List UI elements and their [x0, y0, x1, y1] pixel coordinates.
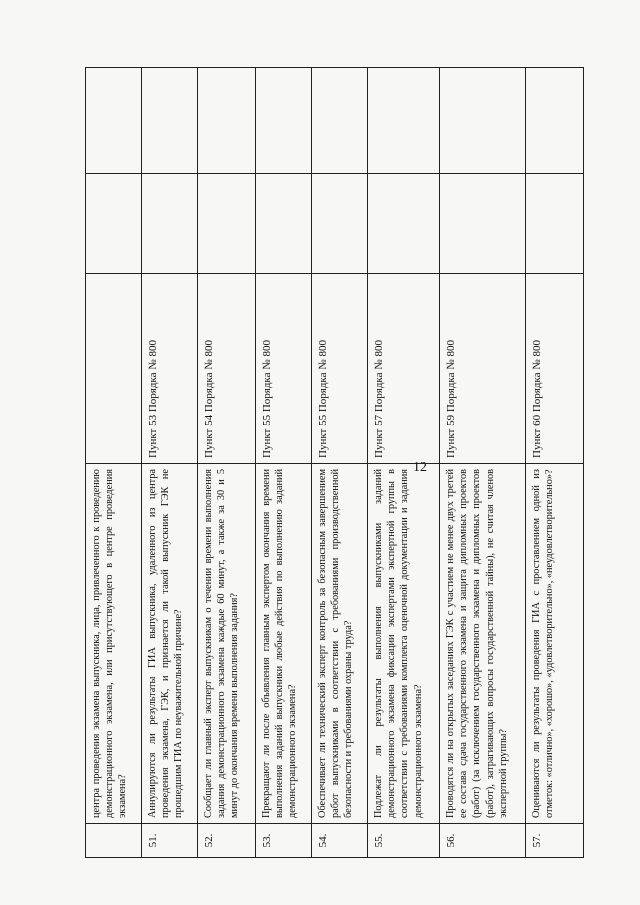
question-text: Оцениваются ли результаты проведения ГИА с проставлением одной из отметок: «отлично», «хорошо», «удовлетворительно», «неудовлетворительно»? [526, 464, 584, 824]
empty-cell [198, 174, 256, 274]
table-row [526, 68, 584, 858]
table-row [256, 68, 312, 858]
empty-cell [312, 68, 368, 174]
page-number: 12 [413, 460, 427, 475]
empty-cell [368, 174, 440, 274]
row-number: 52. [198, 824, 256, 858]
question-text: Прекращают ли после объявления главным экспертом окончания времени выполнения заданий выпускники любые действия по выполнению заданий демонстрационного экзамена? [256, 464, 312, 824]
table-row [86, 68, 142, 858]
question-text: Аннулируются ли результаты ГИА выпускника, удаленного из центра проведения экзамена, ГЭК, и признается ли такой выпускник ГЭК не прошедшим ГИА по неуважительной причине? [142, 464, 198, 824]
table-row [142, 68, 198, 858]
rotated-content [85, 68, 597, 858]
empty-cell [86, 68, 142, 174]
row-number: 57. [526, 824, 584, 858]
empty-cell [256, 174, 312, 274]
question-text: центра проведения экзамена выпускника, лица, привлеченного к проведению демонстрационного экзамена, или присутствующего в центре проведения экзамена? [86, 464, 142, 824]
reference-text: Пункт 55 Порядка № 800 [312, 274, 368, 464]
question-text: Сообщает ли главный эксперт выпускникам о течении времени выполнения задания демонстрационного экзамена каждые 60 минут, а также за 30 и 5 минут до окончания времени выполнения задания? [198, 464, 256, 824]
empty-cell [142, 68, 198, 174]
empty-cell [86, 174, 142, 274]
reference-text: Пункт 57 Порядка № 800 [368, 274, 440, 464]
empty-cell [440, 174, 526, 274]
row-number: 53. [256, 824, 312, 858]
question-text: Проводятся ли на открытых заседаниях ГЭК с участием не менее двух третей ее состава сдача государственного экзамена и защита дипломных проектов (работ) (за исключением государственного экзамена и дипломных проектов (работ), затрагивающих вопросы государственной тайны), не считая членов экспертной группы? [440, 464, 526, 824]
empty-cell [312, 174, 368, 274]
row-number: 56. [440, 824, 526, 858]
empty-cell [526, 68, 584, 174]
empty-cell [256, 68, 312, 174]
empty-cell [198, 68, 256, 174]
question-text: Подлежат ли результаты выполнения выпускниками заданий демонстрационного экзамена фиксации экспертами экспертной группы в соответствии с требованиями комплекта оценочной документации и задания демонстрационного экзамена? [368, 464, 440, 824]
reference-text [86, 274, 142, 464]
empty-cell [440, 68, 526, 174]
row-number [86, 824, 142, 858]
row-number: 55. [368, 824, 440, 858]
empty-cell [368, 68, 440, 174]
empty-cell [526, 174, 584, 274]
table-row [312, 68, 368, 858]
reference-text: Пункт 54 Порядка № 800 [198, 274, 256, 464]
reference-text: Пункт 59 Порядка № 800 [440, 274, 526, 464]
row-number: 54. [312, 824, 368, 858]
row-number: 51. [142, 824, 198, 858]
checklist-table [85, 67, 584, 858]
reference-text: Пункт 53 Порядка № 800 [142, 274, 198, 464]
table-row [198, 68, 256, 858]
empty-cell [142, 174, 198, 274]
reference-text: Пункт 55 Порядка № 800 [256, 274, 312, 464]
reference-text: Пункт 60 Порядка № 800 [526, 274, 584, 464]
table-row [368, 68, 440, 858]
question-text: Обеспечивает ли технический эксперт контроль за безопасным завершением работ выпускниками в соответствии с требованиями производственной безопасности и требованиями охраны труда? [312, 464, 368, 824]
table-row [440, 68, 526, 858]
